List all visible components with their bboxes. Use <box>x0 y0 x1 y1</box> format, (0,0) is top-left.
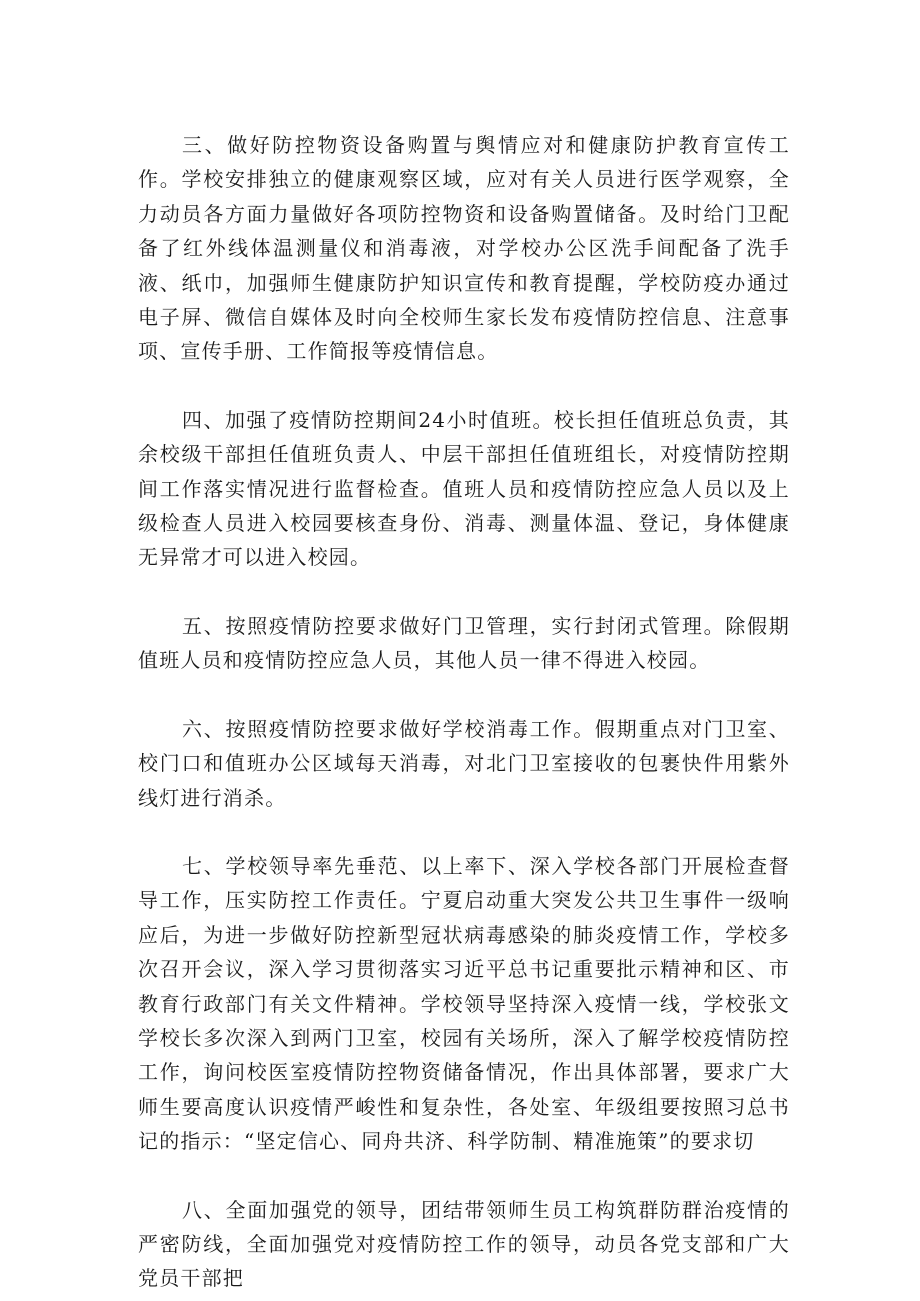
paragraph-3-supplies-and-publicity: 三、做好防控物资设备购置与舆情应对和健康防护教育宣传工作。学校安排独立的健康观察区域，应对有关人员进行医学观察，全力动员各方面力量做好各项防控物资和设备购置储备。及时给门卫配备了红外线体温测量仪和消毒液，对学校办公区洗手间配备了洗手液、纸巾，加强师生健康防护知识宣传和教育提醒，学校防疫办通过电子屏、微信自媒体及时向全校师生家长发布疫情防控信息、注意事项、宣传手册、工作简报等疫情信息。 <box>138 133 790 364</box>
paragraph-7-leadership-inspection: 七、学校领导率先垂范、以上率下、深入学校各部门开展检查督导工作，压实防控工作责任。宁夏启动重大突发公共卫生事件一级响应后，为进一步做好防控新型冠状病毒感染的肺炎疫情工作，学校多次召开会议，深入学习贯彻落实习近平总书记重要批示精神和区、市教育行政部门有关文件精神。学校领导坚持深入疫情一线，学校张文学校长多次深入到两门卫室，校园有关场所，深入了解学校疫情防控工作，询问校医室疫情防控物资储备情况，作出具体部署，要求广大师生要高度认识疫情严峻性和复杂性，各处室、年级组要按照习总书记的指示：“坚定信心、同舟共济、科学防制、精准施策”的要求切 <box>138 853 790 1154</box>
paragraph-8-party-leadership: 八、全面加强党的领导，团结带领师生员工构筑群防群治疫情的严密防线，全面加强党对疫情防控工作的领导，动员各党支部和广大党员干部把 <box>138 1197 790 1291</box>
paragraph-5-gate-management: 五、按照疫情防控要求做好门卫管理，实行封闭式管理。除假期值班人员和疫情防控应急人员，其他人员一律不得进入校园。 <box>138 613 790 673</box>
paragraph-6-disinfection: 六、按照疫情防控要求做好学校消毒工作。假期重点对门卫室、校门口和值班办公区域每天消毒，对北门卫室接收的包裹快件用紫外线灯进行消杀。 <box>138 716 790 810</box>
paragraph-4-24-hour-duty: 四、加强了疫情防控期间24小时值班。校长担任值班总负责，其余校级干部担任值班负责人、中层干部担任值班组长，对疫情防控期间工作落实情况进行监督检查。值班人员和疫情防控应急人员以及上级检查人员进入校园要核查身份、消毒、测量体温、登记，身体健康无异常才可以进入校园。 <box>138 407 790 570</box>
document-body <box>138 128 790 1296</box>
